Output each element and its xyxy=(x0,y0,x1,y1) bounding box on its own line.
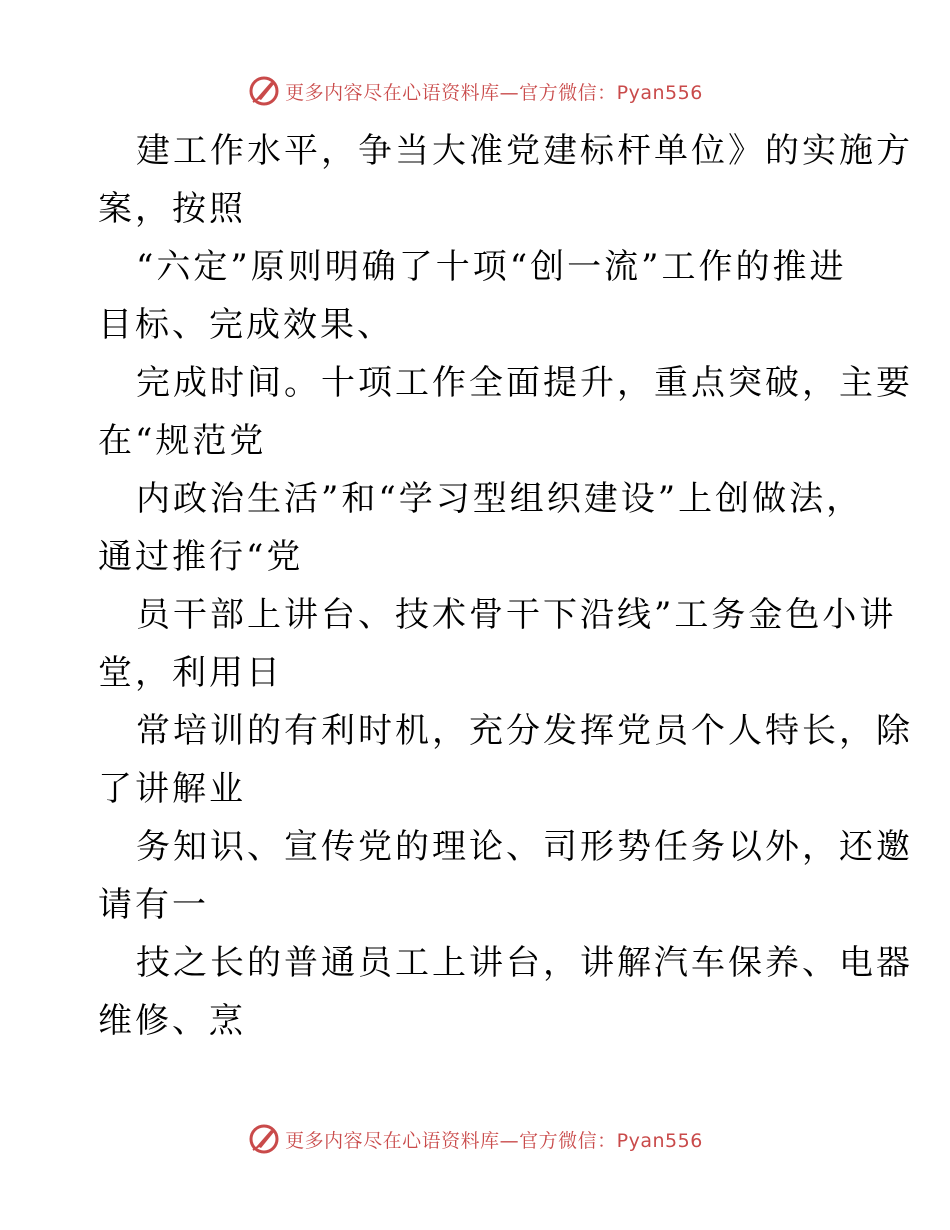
body-line: 建工作水平，争当大准党建标杆单位》的实施方 xyxy=(136,131,913,171)
banner-account: 官方微信：Pyan556 xyxy=(519,1129,703,1152)
banner-separator: — xyxy=(499,81,520,104)
document-body xyxy=(98,122,913,1050)
banner-brand: 更多内容尽在心语资料库 xyxy=(285,81,500,104)
quill-logo-icon xyxy=(247,1122,281,1156)
banner-account: 官方微信：Pyan556 xyxy=(519,81,703,104)
body-line: 内政治生活”和“学习型组织建设”上创做法， xyxy=(136,479,864,519)
body-line: 务知识、宣传党的理论、司形势任务以外，还邀 xyxy=(136,827,913,867)
body-line: 完成时间。十项工作全面提升，重点突破，主要 xyxy=(136,363,913,403)
body-line: 常培训的有利时机，充分发挥党员个人特长，除 xyxy=(136,711,913,751)
banner-separator: — xyxy=(499,1129,520,1152)
body-line: 目标、完成效果、 xyxy=(98,305,394,345)
body-line: “六定”原则明确了十项“创一流”工作的推进 xyxy=(136,247,847,287)
body-line: 在“规范党 xyxy=(98,421,267,461)
body-line: 技之长的普通员工上讲台，讲解汽车保养、电器 xyxy=(136,943,913,983)
header-banner xyxy=(0,71,950,111)
footer-banner xyxy=(0,1119,950,1159)
body-line: 了讲解业 xyxy=(98,769,246,809)
body-line: 案，按照 xyxy=(98,189,246,229)
body-line: 维修、烹 xyxy=(98,1001,246,1041)
body-line: 通过推行“党 xyxy=(98,537,304,577)
body-line: 堂，利用日 xyxy=(98,653,283,693)
body-line: 员干部上讲台、技术骨干下沿线”工务金色小讲 xyxy=(136,595,897,635)
quill-logo-icon xyxy=(247,74,281,108)
body-line: 请有一 xyxy=(98,885,209,925)
banner-brand: 更多内容尽在心语资料库 xyxy=(285,1129,500,1152)
